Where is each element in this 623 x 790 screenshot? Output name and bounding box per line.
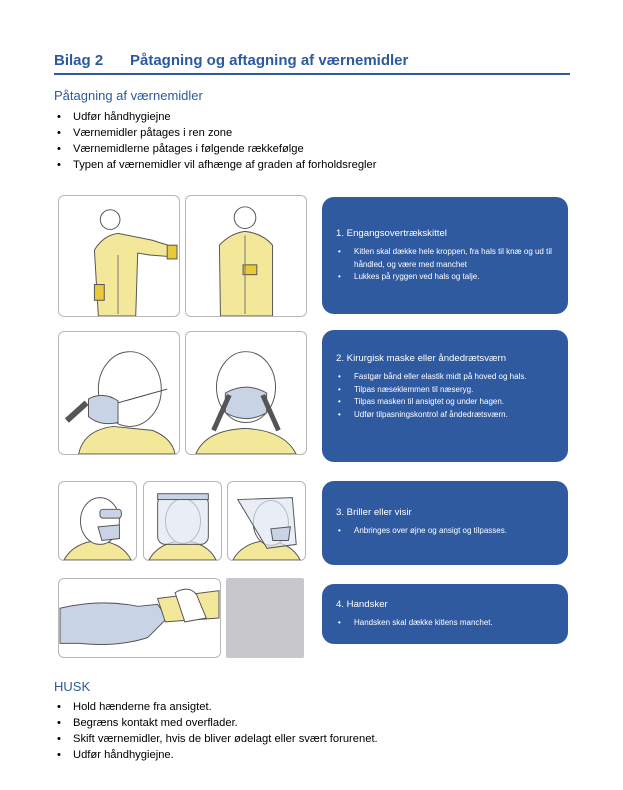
- step-card-gown: [322, 197, 568, 314]
- heading-rule: [54, 73, 570, 75]
- glove-illustration: [58, 578, 221, 658]
- list-item: • Tilpas næseklemmen til næseryg.: [336, 384, 558, 397]
- goggles-illustration: [58, 481, 137, 561]
- step-list: [336, 371, 558, 421]
- mask-front-illustration: [185, 331, 307, 455]
- list-item: • Typen af værnemidler vil afhænge af graden af forholdsregler: [54, 157, 554, 173]
- step-title: 4. Handsker: [336, 599, 388, 610]
- donning-title: Påtagning af værnemidler: [54, 88, 203, 103]
- list-item: • Skift værnemidler, hvis de bliver ødelagt eller svært forurenet.: [54, 731, 554, 747]
- list-item: • Kitlen skal dække hele kroppen, fra hals til knæ og ud til håndled, og være med manchet: [336, 246, 558, 271]
- list-item: • Værnemidlerne påtages i følgende rækkefølge: [54, 141, 554, 157]
- step-title: 3. Briller eller visir: [336, 507, 412, 518]
- remember-list: [54, 699, 554, 763]
- mask-side-illustration: [58, 331, 180, 455]
- list-item: • Udfør håndhygiejne.: [54, 747, 554, 763]
- list-item: • Fastgør bånd eller elastik midt på hoved og hals.: [336, 371, 558, 384]
- appendix-title: Påtagning og aftagning af værnemidler: [130, 52, 409, 69]
- list-item: • Lukkes på ryggen ved hals og talje.: [336, 271, 558, 284]
- list-item: • Tilpas masken til ansigtet og under hagen.: [336, 396, 558, 409]
- step-title: 1. Engangsovertrækskittel: [336, 228, 447, 239]
- remember-title: HUSK: [54, 679, 91, 694]
- list-item: • Anbringes over øjne og ansigt og tilpasses.: [336, 525, 558, 538]
- image-placeholder: [226, 578, 304, 658]
- list-item: • Handsken skal dække kitlens manchet.: [336, 617, 558, 630]
- gown-front-illustration: [58, 195, 180, 317]
- appendix-number: Bilag 2: [54, 52, 104, 69]
- page-heading: [54, 52, 408, 69]
- visor-front-illustration: [143, 481, 222, 561]
- donning-list: [54, 109, 554, 173]
- step-list: [336, 617, 558, 630]
- step-list: [336, 246, 558, 284]
- list-item: • Udfør tilpasningskontrol af åndedrætsværn.: [336, 409, 558, 422]
- list-item: • Udfør håndhygiejne: [54, 109, 554, 125]
- gown-back-illustration: [185, 195, 307, 317]
- list-item: • Begræns kontakt med overflader.: [54, 715, 554, 731]
- step-card-gloves: [322, 584, 568, 644]
- step-card-visor: [322, 481, 568, 565]
- step-card-mask: [322, 330, 568, 462]
- list-item: • Værnemidler påtages i ren zone: [54, 125, 554, 141]
- step-list: [336, 525, 558, 538]
- list-item: • Hold hænderne fra ansigtet.: [54, 699, 554, 715]
- step-title: 2. Kirurgisk maske eller åndedrætsværn: [336, 353, 507, 364]
- visor-side-illustration: [227, 481, 306, 561]
